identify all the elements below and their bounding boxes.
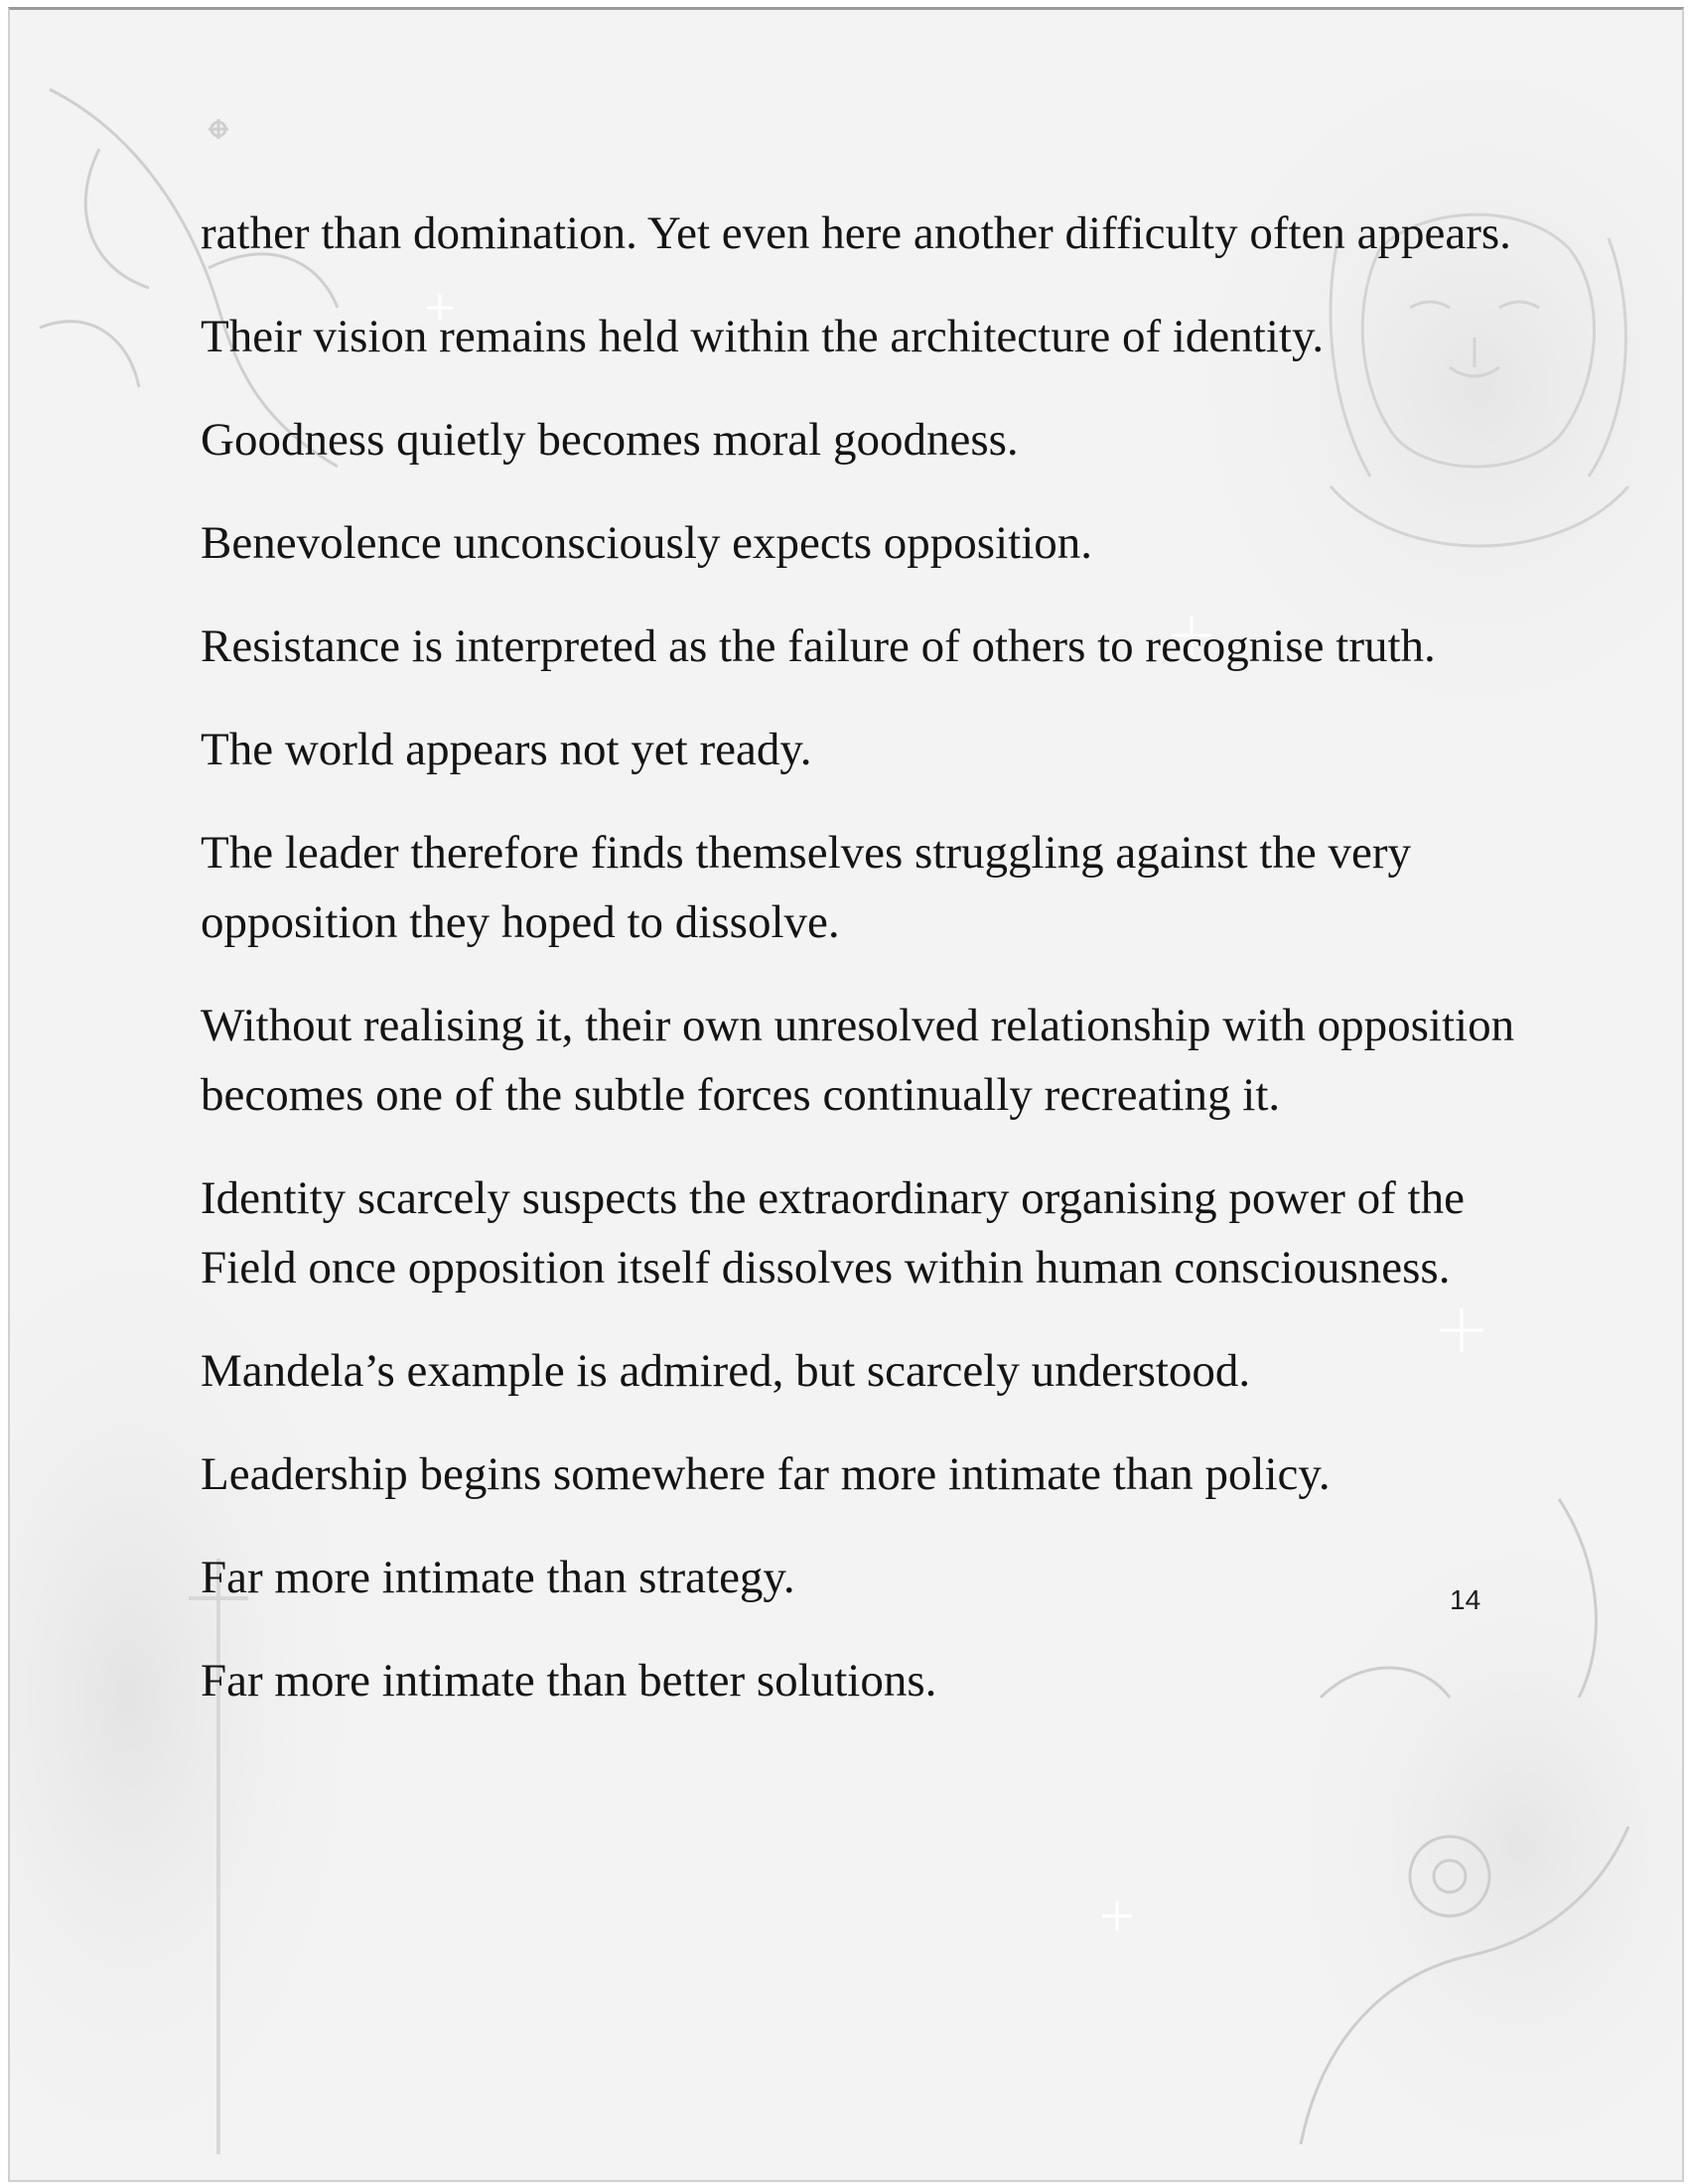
paragraph: Without realising it, their own unresolved relationship with opposition becomes one of the subtle forces continually recreating it. [201,1000,1515,1121]
paragraph: Leadership begins somewhere far more intimate than policy. [201,1448,1331,1500]
paragraph: Their vision remains held within the architecture of identity. [201,311,1325,362]
paragraph: Mandela’s example is admired, but scarcely understood. [201,1345,1251,1397]
page-number: 14 [1450,1584,1481,1615]
paragraph: Far more intimate than strategy. [201,1552,795,1603]
paragraph: The world appears not yet ready. [201,724,812,775]
paragraph: rather than domination. Yet even here another difficulty often appears. [201,207,1511,259]
paragraph: Goodness quietly becomes moral goodness. [201,414,1019,466]
paragraph: Resistance is interpreted as the failure of others to recognise truth. [201,620,1436,672]
document-page [8,7,1684,2182]
body-text [201,199,1531,1749]
paragraph: Benevolence unconsciously expects opposition. [201,517,1093,569]
paragraph: Far more intimate than better solutions. [201,1655,937,1706]
paragraph: The leader therefore finds themselves struggling against the very opposition they hoped to dissolve. [201,827,1411,948]
paragraph: Identity scarcely suspects the extraordinary organising power of the Field once opposition itself dissolves within human consciousness. [201,1172,1465,1294]
